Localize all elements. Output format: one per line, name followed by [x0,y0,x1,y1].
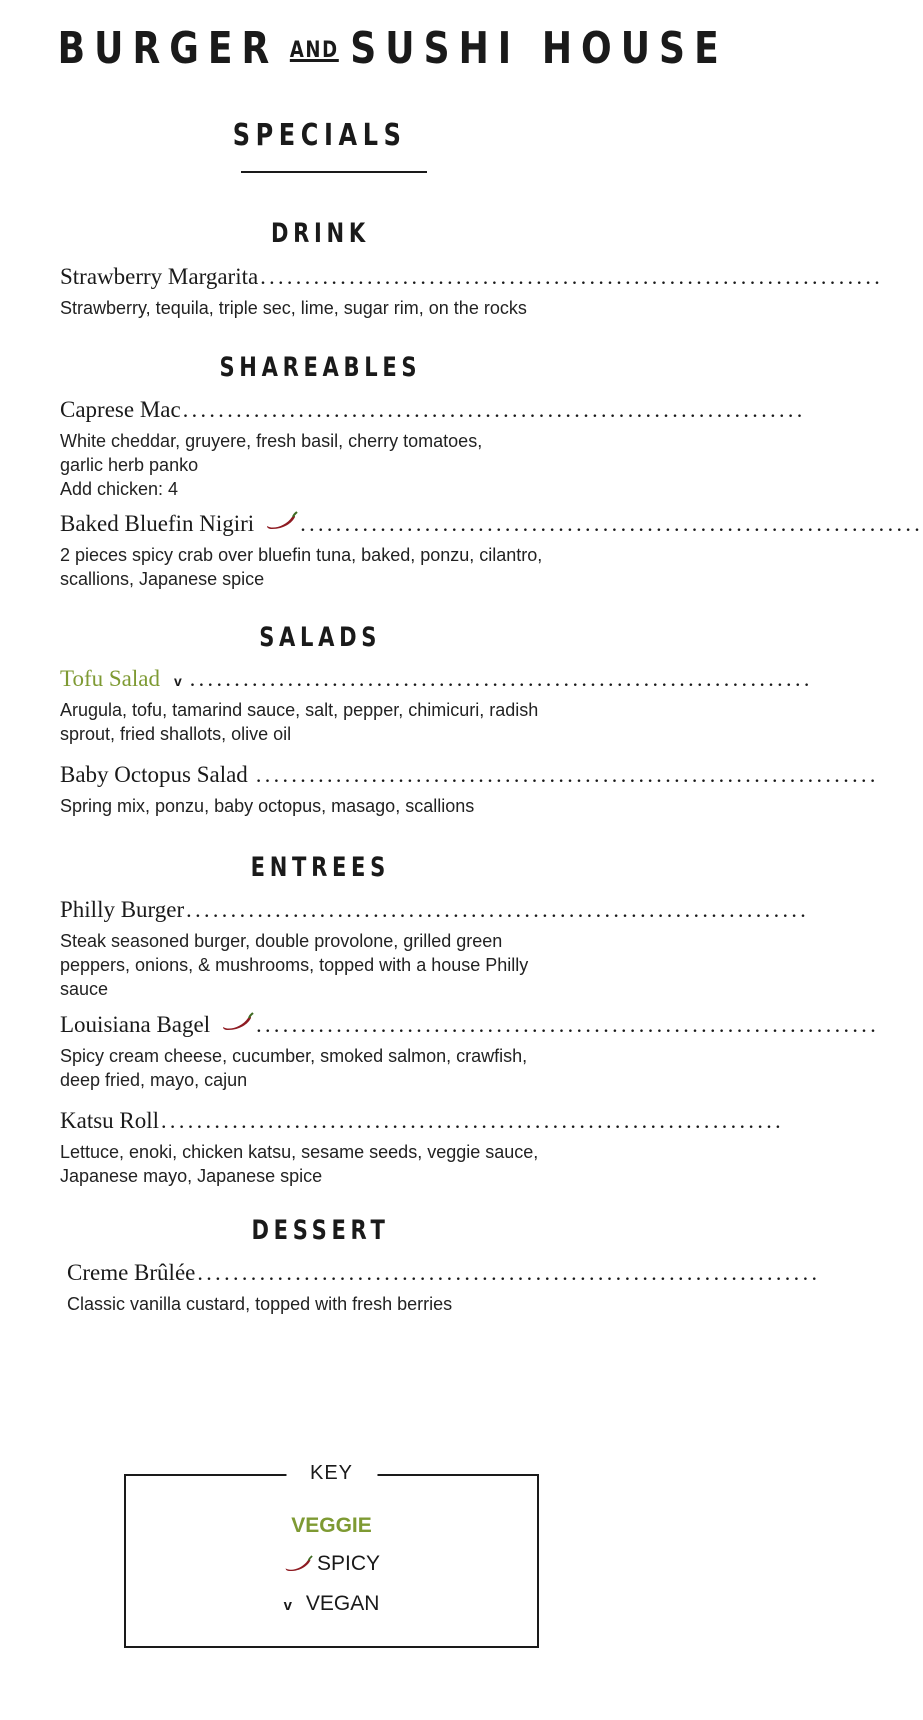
menu-item-creme-brulee [67,1260,821,1316]
legend-spicy-label: SPICY [316,1552,381,1575]
dot-leader: ...................................................................... [186,897,810,922]
item-description-line: Arugula, tofu, tamarind sauce, salt, pepper, chimicuri, radish [60,700,539,720]
item-name: Baby Octopus Salad [60,762,248,787]
item-description-line: sprout, fried shallots, olive oil [60,724,292,744]
item-name: Strawberry Margarita [60,264,259,289]
dot-leader: ...................................................................... [161,1108,785,1133]
brand-part2: SUSHI HOUSE [350,23,728,74]
legend-vegan [126,1592,537,1616]
menu-item-caprese-mac [60,397,806,501]
item-name: Baked Bluefin Nigiri [60,511,255,536]
item-header [60,264,884,296]
dot-leader: ...................................................................... [189,666,813,691]
item-name: Katsu Roll [60,1108,160,1133]
item-header [60,511,923,543]
brand-and: AND [289,38,339,63]
section-title-dessert [0,1215,640,1246]
item-description-line: peppers, onions, & mushrooms, topped with a house Philly [60,955,529,975]
restaurant-title [0,18,728,82]
item-description-line: Steak seasoned burger, double provolone, grilled green [60,931,503,951]
chili-pepper-icon [283,1555,313,1573]
title-divider [241,171,427,173]
item-description-line: deep fried, mayo, cajun [60,1070,248,1090]
item-addon: Add chicken: 4 [60,479,179,499]
specials-heading: SPECIALS [233,118,407,153]
section-title-entrees [0,852,640,883]
menu-item-baked-bluefin-nigiri [60,511,923,591]
dot-leader: ...................................................................... [256,1012,880,1037]
item-header [60,1012,880,1044]
item-header [67,1260,821,1292]
item-description: Spring mix, ponzu, baby octopus, masago, scallions [60,796,475,816]
dot-leader: ...................................................................... [260,264,884,289]
section-title-salads-text: SALADS [259,622,381,653]
vegan-mark-icon: v [173,673,182,689]
item-name: Philly Burger [60,897,185,922]
section-title-salads [0,622,640,653]
dot-leader: ...................................................................... [197,1260,821,1285]
legend-veggie: VEGGIE [291,1514,372,1537]
section-title-entrees-text: ENTREES [250,852,390,883]
section-title-dessert-text: DESSERT [250,1215,390,1246]
menu-item-louisiana-bagel [60,1012,880,1092]
item-description-line: garlic herb panko [60,455,199,475]
item-header [60,666,813,698]
item-header [60,762,879,794]
legend-spicy [126,1552,537,1576]
section-title-drink [0,218,640,249]
item-header [60,897,810,929]
legend-box [124,1462,539,1648]
menu-item-baby-octopus-salad [60,762,879,818]
menu-item-philly-burger [60,897,810,1001]
section-title-drink-text: DRINK [270,218,370,249]
menu-item-katsu-roll [60,1108,785,1188]
legend-title: KEY [286,1462,377,1485]
item-name: Creme Brûlée [67,1260,196,1285]
page-subtitle [0,118,640,153]
legend-vegan-label: VEGAN [305,1592,380,1615]
item-description-line: scallions, Japanese spice [60,569,265,589]
item-description: Classic vanilla custard, topped with fresh berries [67,1294,453,1314]
item-description: Strawberry, tequila, triple sec, lime, sugar rim, on the rocks [60,298,527,318]
item-name: Caprese Mac [60,397,181,422]
item-header [60,397,806,429]
item-name: Louisiana Bagel [60,1012,211,1037]
item-name-veggie: Tofu Salad [60,666,160,691]
item-description-line: sauce [60,979,109,999]
chili-pepper-icon [264,511,298,531]
item-header [60,1108,785,1140]
chili-pepper-icon [220,1012,254,1032]
dot-leader: ...................................................................... [255,762,879,787]
item-description-line: Japanese mayo, Japanese spice [60,1166,323,1186]
brand-name [57,18,728,82]
menu-item-tofu-salad [60,666,813,746]
menu-item-strawberry-margarita [60,264,884,320]
vegan-mark-icon: v [283,1597,292,1614]
dot-leader: ...................................................................... [300,511,923,536]
item-description-line: White cheddar, gruyere, fresh basil, cherry tomatoes, [60,431,483,451]
item-description-line: Spicy cream cheese, cucumber, smoked salmon, crawfish, [60,1046,528,1066]
dot-leader: ...................................................................... [182,397,806,422]
section-title-shareables-text: SHAREABLES [219,352,421,383]
section-title-shareables [0,352,640,383]
item-description-line: Lettuce, enoki, chicken katsu, sesame seeds, veggie sauce, [60,1142,539,1162]
brand-part1: BURGER [57,23,279,74]
item-description-line: 2 pieces spicy crab over bluefin tuna, baked, ponzu, cilantro, [60,545,543,565]
